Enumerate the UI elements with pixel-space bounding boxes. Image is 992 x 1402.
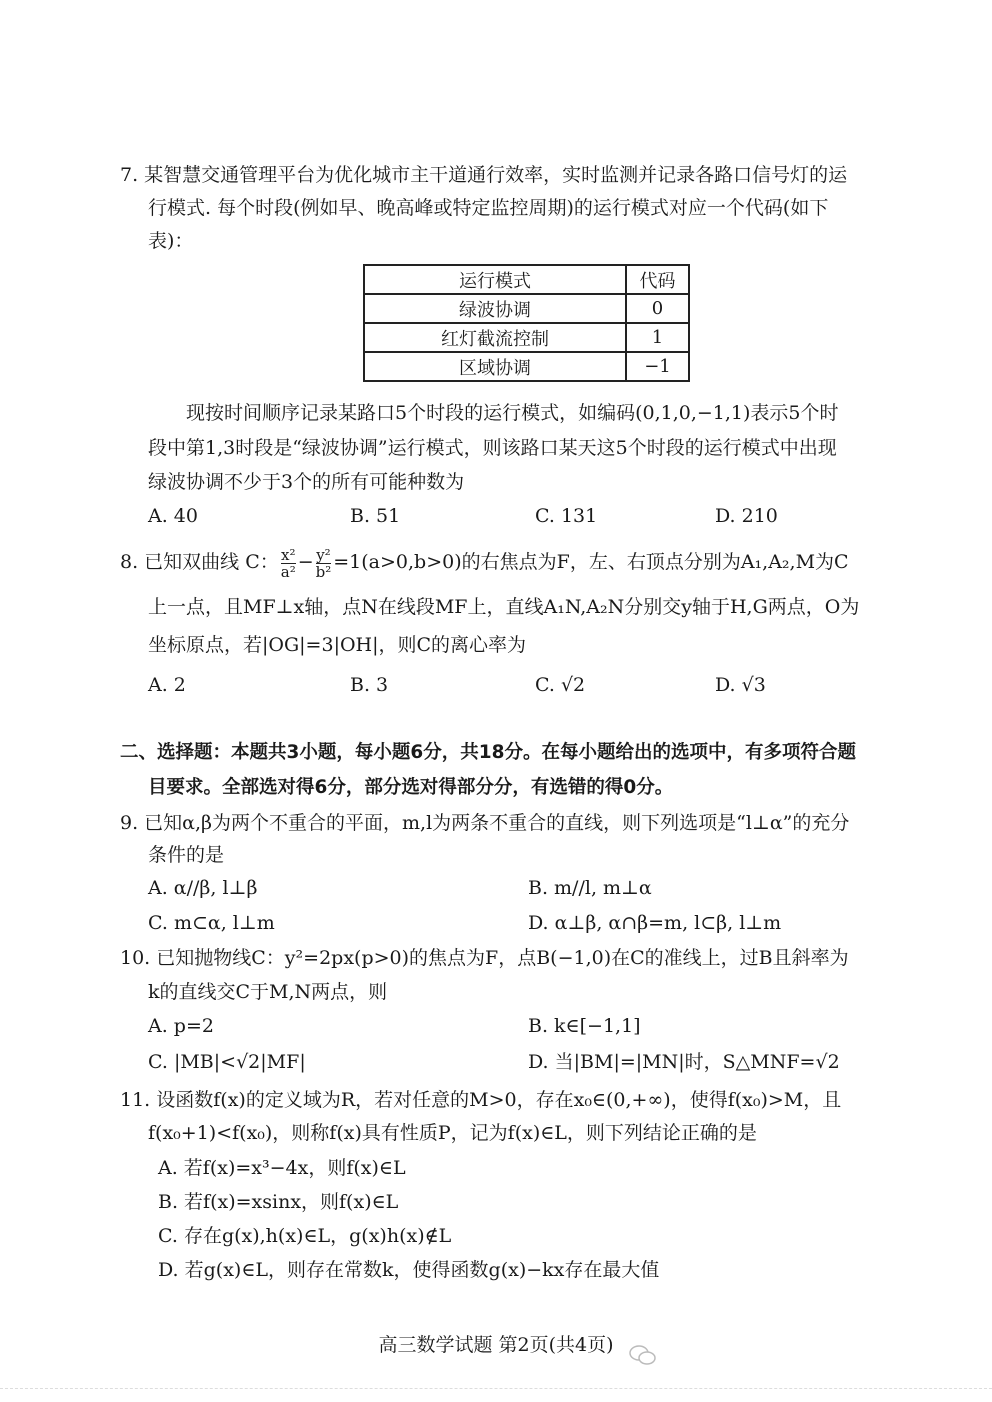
wechat-icon — [628, 1344, 658, 1366]
q7-para: 段中第1,3时段是“绿波协调”运行模式，则该路口某天这5个时段的运行模式中出现 — [148, 437, 837, 459]
table-cell: 0 — [626, 294, 689, 323]
q10-line: k的直线交C于M,N两点，则 — [148, 981, 388, 1003]
section-line: 二、选择题：本题共3小题，每小题6分，共18分。在每小题给出的选项中，有多项符合题 — [120, 742, 856, 763]
q10-line: 10. 已知抛物线C：y²=2px(p>0)的焦点为F，点B(−1,0)在C的准线上，过B且斜率为 — [120, 947, 849, 969]
option-b: B. 若f(x)=xsinx，则f(x)∈L — [158, 1191, 399, 1213]
fraction — [316, 547, 332, 580]
option-d: D. √3 — [715, 674, 766, 696]
option-d: D. 当|BM|=|MN|时，S△MNF=√2 — [528, 1051, 840, 1073]
option-d: D. 若g(x)∈L，则存在常数k，使得函数g(x)−kx存在最大值 — [158, 1259, 660, 1281]
option-c: C. 存在g(x),h(x)∈L，g(x)h(x)∉L — [158, 1225, 452, 1247]
q11-line: f(x₀+1)<f(x₀)，则称f(x)具有性质P，记为f(x)∈L，则下列结论正确的是 — [148, 1122, 757, 1144]
q9-line: 条件的是 — [148, 844, 225, 866]
option-b: B. 51 — [350, 505, 401, 527]
q8-suffix: =1(a>0,b>0)的右焦点为F，左、右顶点分别为A₁,A₂,M为C — [333, 551, 849, 573]
mode-code-table — [363, 264, 690, 382]
q8-line: 坐标原点，若|OG|=3|OH|，则C的离心率为 — [148, 634, 527, 656]
option-d: D. α⊥β, α∩β=m, l⊂β, l⊥m — [528, 912, 782, 934]
q8-line-1 — [120, 543, 849, 581]
table-row — [364, 323, 689, 352]
divider — [0, 1388, 992, 1389]
option-b: B. 3 — [350, 674, 389, 696]
table-header-row — [364, 265, 689, 294]
numerator: y² — [316, 545, 331, 564]
option-c: C. m⊂α, l⊥m — [148, 912, 275, 934]
q8-line: 上一点，且MF⊥x轴，点N在线段MF上，直线A₁N,A₂N分别交y轴于H,G两点，O为 — [148, 596, 860, 618]
option-a: A. 2 — [148, 674, 186, 696]
table-row — [364, 294, 689, 323]
table-cell: 绿波协调 — [364, 294, 626, 323]
option-b: B. m//l, m⊥α — [528, 877, 652, 899]
section-line: 目要求。全部选对得6分，部分选对得部分分，有选错的得0分。 — [148, 777, 674, 798]
option-a: A. α//β, l⊥β — [148, 877, 258, 899]
q8-prefix: 8. 已知双曲线 C： — [120, 551, 279, 573]
denominator: b² — [315, 562, 332, 581]
option-c: C. √2 — [535, 674, 586, 696]
table-cell: −1 — [626, 352, 689, 381]
q7-line: 表)： — [148, 230, 194, 252]
fraction — [281, 547, 296, 580]
option-c: C. |MB|<√2|MF| — [148, 1051, 306, 1073]
table-header: 运行模式 — [364, 265, 626, 294]
q11-line: 11. 设函数f(x)的定义域为R，若对任意的M>0，存在x₀∈(0,+∞)，使得f(x₀)>M，且 — [120, 1089, 842, 1111]
table-cell: 红灯截流控制 — [364, 323, 626, 352]
q7-para: 现按时间顺序记录某路口5个时段的运行模式，如编码(0,1,0,−1,1)表示5个时 — [186, 402, 839, 424]
table-row — [364, 352, 689, 381]
table-cell: 1 — [626, 323, 689, 352]
q7-line: 7. 某智慧交通管理平台为优化城市主干道通行效率，实时监测并记录各路口信号灯的运 — [120, 164, 848, 186]
minus: − — [297, 551, 314, 573]
q7-para: 绿波协调不少于3个的所有可能种数为 — [148, 471, 465, 493]
numerator: x² — [280, 545, 296, 564]
page-footer: 高三数学试题 第2页(共4页) — [378, 1334, 614, 1356]
option-a: A. 40 — [148, 505, 198, 527]
option-a: A. p=2 — [148, 1015, 214, 1037]
table-cell: 区域协调 — [364, 352, 626, 381]
denominator: a² — [280, 562, 296, 581]
option-d: D. 210 — [715, 505, 778, 527]
table-header: 代码 — [626, 265, 689, 294]
q9-line: 9. 已知α,β为两个不重合的平面，m,l为两条不重合的直线，则下列选项是“l⊥α”的充分 — [120, 812, 850, 834]
q7-line: 行模式. 每个时段(例如早、晚高峰或特定监控周期)的运行模式对应一个代码(如下 — [148, 197, 829, 219]
option-a: A. 若f(x)=x³−4x，则f(x)∈L — [158, 1157, 406, 1179]
option-b: B. k∈[−1,1] — [528, 1015, 641, 1037]
option-c: C. 131 — [535, 505, 598, 527]
